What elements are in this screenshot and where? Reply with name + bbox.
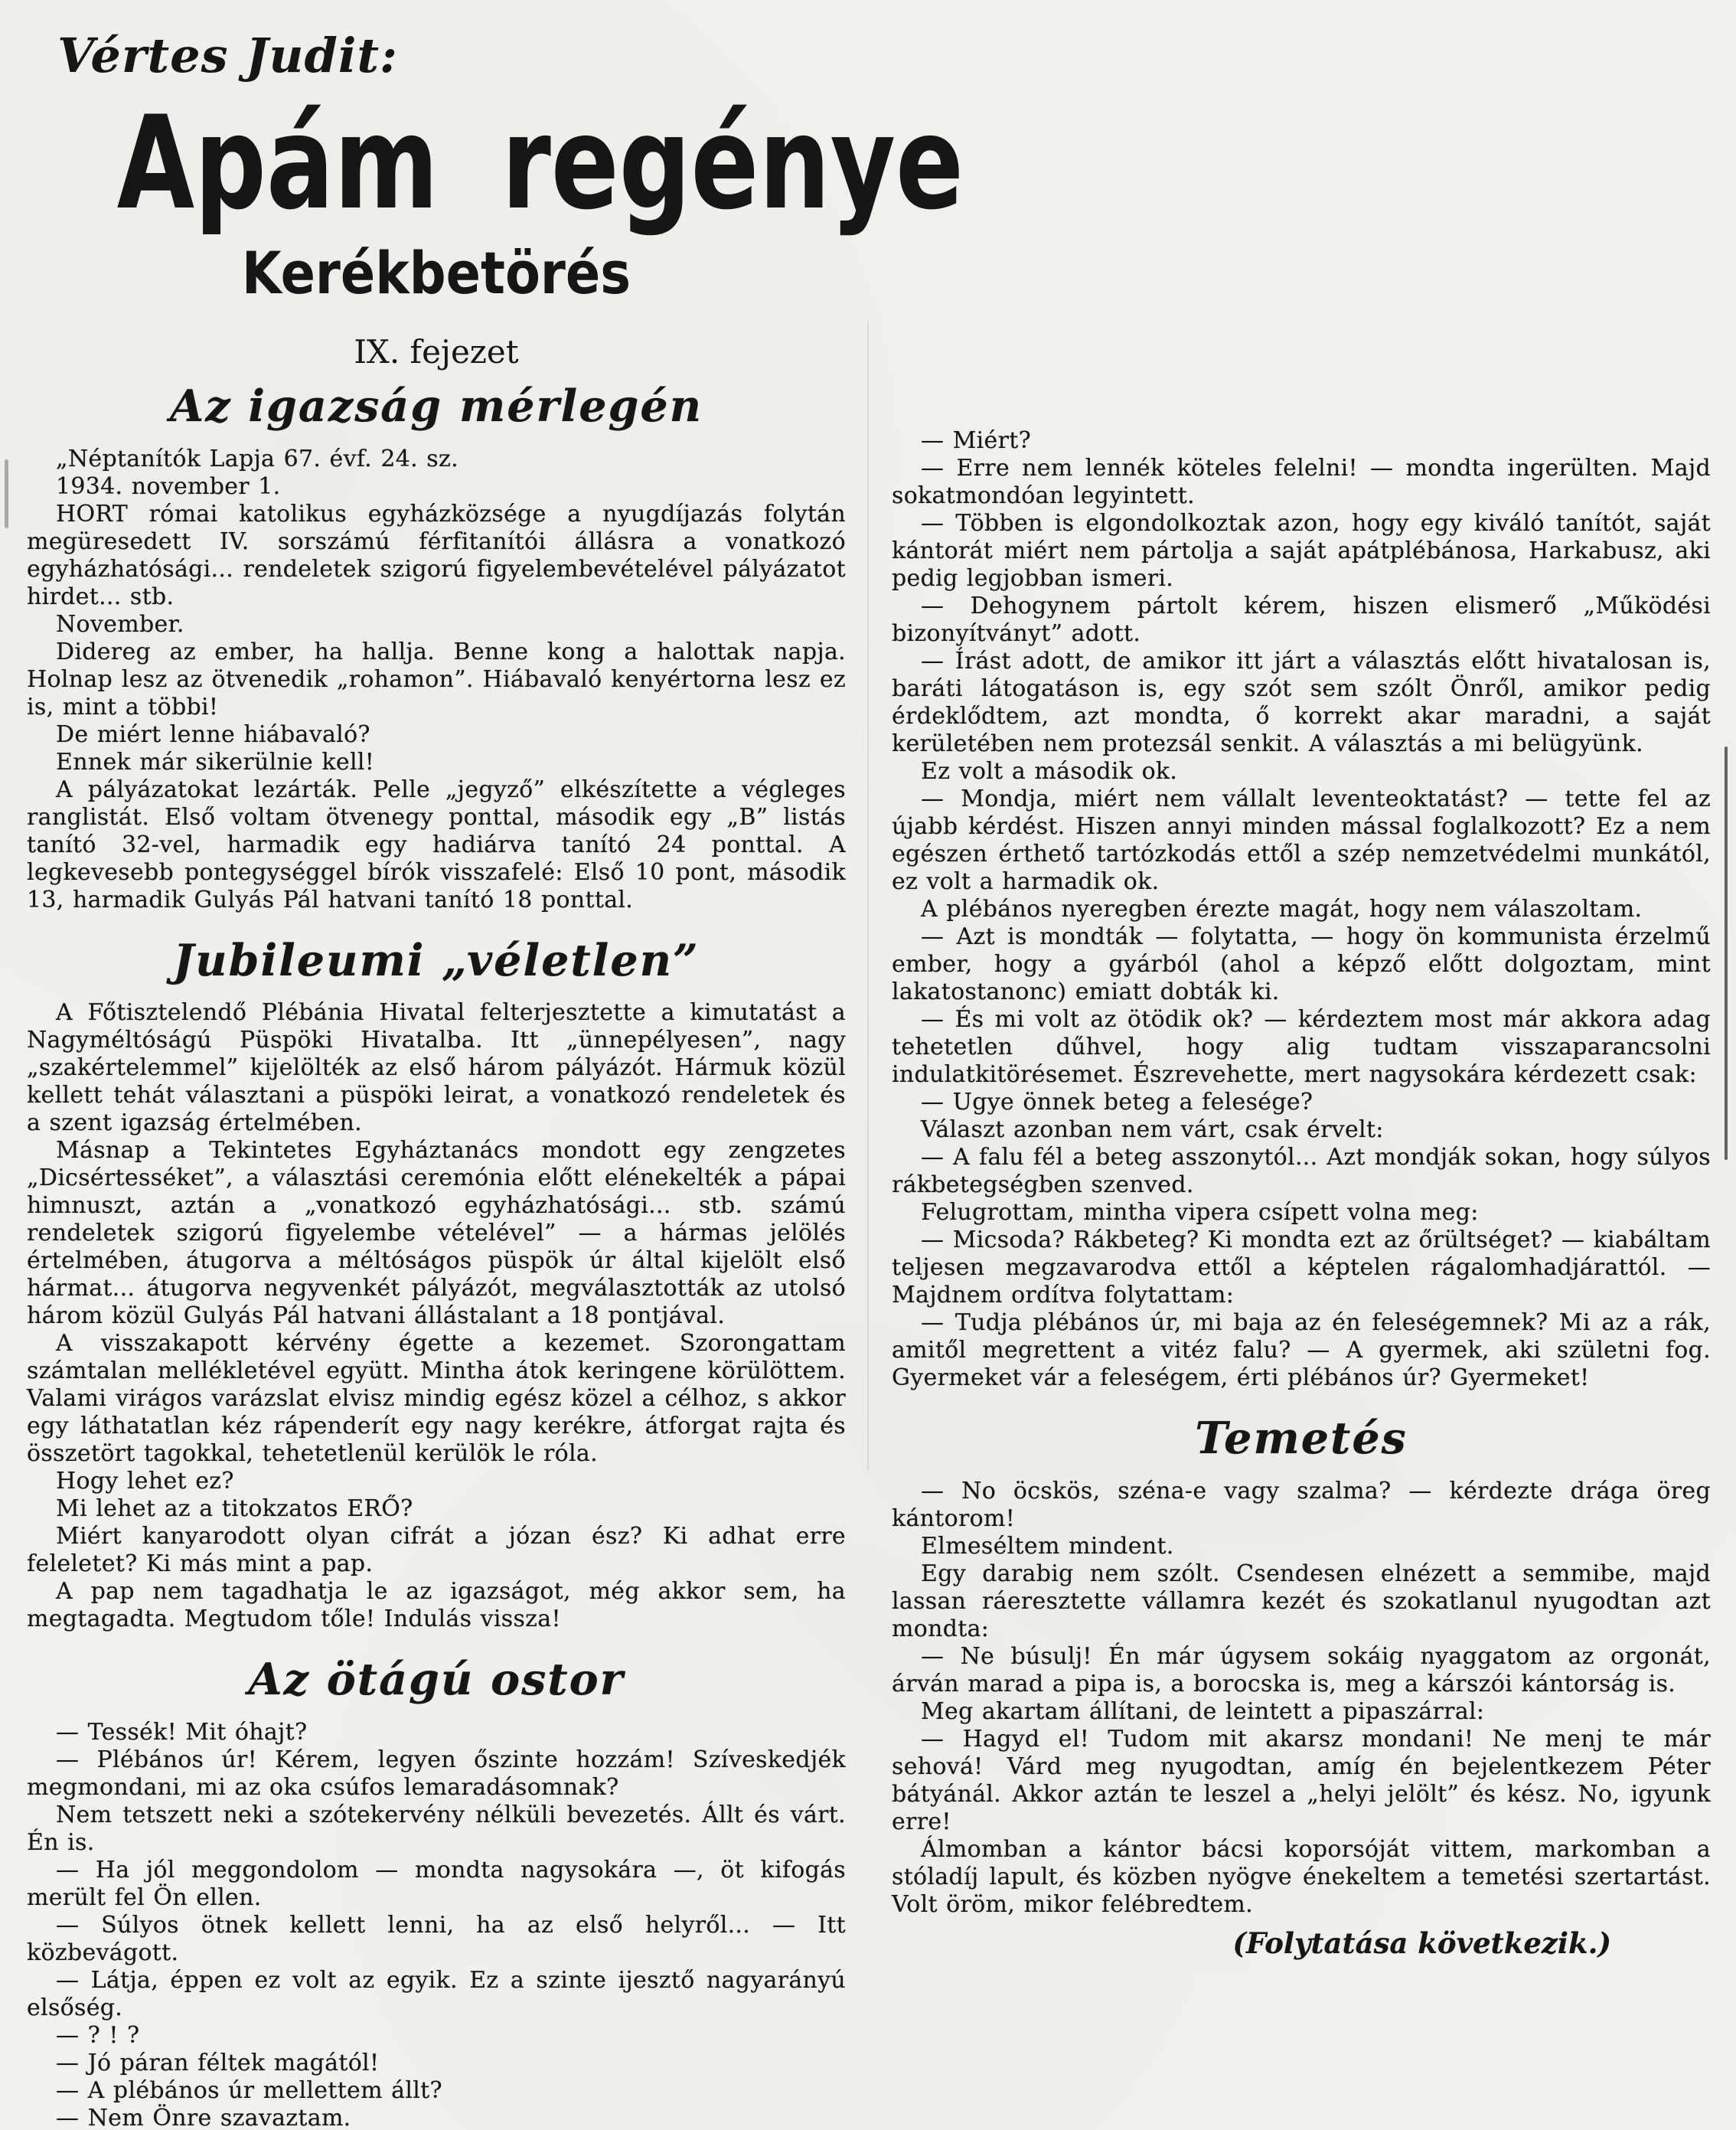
paragraph: — Miért? xyxy=(921,427,1031,454)
paragraph: — ? ! ? xyxy=(56,2021,140,2049)
paragraph: Másnap a Tekintetes Egyháztanács mondott egy zengzetes „Dicsértesséket”, a választási ceremónia előtt elénekelték a pápai himnuszt, aztán a „vonatkozó egyházhatósági... stb. számú rendeletek szigorú figyelembe vételével” — a hármas jelölés értelmében, átugorva a méltóságos püspök úr által kijelölt első hármat... átugorva negyvenkét pályázót, megválasztották az utolsó három közül Gulyás Pál hatvani állástalant a 18 pontjával. xyxy=(27,1137,846,1330)
paragraph: — Látja, éppen ez volt az egyik. Ez a szinte ijesztő nagyarányú elsőség. xyxy=(27,1966,846,2021)
paragraph: Hogy lehet ez? xyxy=(56,1468,234,1495)
paragraph: A Főtisztelendő Plébánia Hivatal felterjesztette a kimutatást a Nagyméltóságú Püspöki Hivatalba. Itt „ünnepélyesen”, nagy „szakértelemmel” kijelölték az első három pályázót. Hármuk közül kellett tehát választani a püspöki leirat, a vonatkozó rendeletek és a szent igazság értelmében. xyxy=(27,999,846,1137)
article-subtitle: Kerékbetörés xyxy=(241,239,631,308)
paragraph: Meg akartam állítani, de leintett a pipaszárral: xyxy=(921,1697,1485,1725)
paragraph: — No öcskös, széna-e vagy szalma? — kérdezte drága öreg kántorom! xyxy=(892,1477,1711,1532)
right-column-body xyxy=(892,20,1711,1960)
paragraph: — Ne búsulj! Én már úgysem sokáig nyaggatom az orgonát, árván marad a pipa is, a borocska is, meg a kárszói kántorság is. xyxy=(892,1642,1711,1697)
paragraph: — Súlyos ötnek kellett lenni, ha az első helyről... — Itt közbevágott. xyxy=(27,1911,846,1966)
paragraph: — Ugye önnek beteg a felesége? xyxy=(921,1089,1313,1116)
paragraph: A plébános nyeregben érezte magát, hogy nem válaszoltam. xyxy=(921,896,1643,923)
section-heading: Temetés xyxy=(1195,1413,1408,1464)
paragraph: — Azt is mondták — folytatta, — hogy ön kommunista érzelmű ember, hogy a gyárból (ahol a képző előtt dolgoztam, mint lakatostanonc) emiatt dobták ki. xyxy=(892,923,1711,1005)
column-divider-line xyxy=(867,322,869,1470)
paragraph: Ennek már sikerülnie kell! xyxy=(56,748,375,776)
paragraph: — Dehogynem pártolt kérem, hiszen elismerő „Működési bizonyítványt” adott. xyxy=(892,593,1711,647)
paragraph: — Plébános úr! Kérem, legyen őszinte hozzám! Szíveskedjék megmondani, mi az oka csúfos lemaradásomnak? xyxy=(27,1746,846,1801)
paragraph: — Többen is elgondolkoztak azon, hogy egy kiváló tanítót, saját kántorát miért nem pártolja a saját apátplébánosa, Harkabusz, aki pedig legjobban ismeri. xyxy=(892,510,1711,592)
paragraph: A pályázatokat lezárták. Pelle „jegyző” elkészítette a végleges ranglistát. Első voltam ötvenegy ponttal, második egy „B” listás tanító 32-vel, harmadik egy hadiárva tanító 24 ponttal. A legkevesebb pontegységgel bírók visszafelé: Első 10 pont, második 13, harmadik Gulyás Pál hatvani tanító 18 ponttal. xyxy=(27,776,846,913)
paragraph: Álmomban a kántor bácsi koporsóját vittem, markomban a stóladíj lapult, és közben nyögve énekeltem a temetési szertartást. Volt öröm, mikor felébredtem. xyxy=(892,1835,1711,1918)
paragraph: Nem tetszett neki a szótekervény nélküli bevezetés. Állt és várt. Én is. xyxy=(27,1801,846,1856)
paragraph: Választ azonban nem várt, csak érvelt: xyxy=(921,1116,1384,1143)
paragraph: — Erre nem lennék köteles felelni! — mondta ingerülten. Majd sokatmondóan legyintett. xyxy=(892,455,1711,509)
article-header xyxy=(27,28,964,371)
paragraph: November. xyxy=(56,610,184,638)
left-column-body xyxy=(27,381,846,2130)
paragraph: — Hagyd el! Tudom mit akarsz mondani! Ne menj te már sehová! Várd meg nyugodtan, amíg én bejelentkezem Péter bátyánál. Akkor aztán te leszel a „helyi jelölt” és kész. No, igyunk erre! xyxy=(892,1725,1711,1835)
paragraph: — Mondja, miért nem vállalt leventeoktatást? — tette fel az újabb kérdést. Hiszen annyi minden mással foglalkozott? Ez a nem egészen érthető tartózkodás ettől a szép nemzetvédelmi munkától, ez volt a harmadik ok. xyxy=(892,786,1711,895)
paragraph: — A falu fél a beteg asszonytól... Azt mondják sokan, hogy súlyos rákbetegségben szenved. xyxy=(892,1144,1711,1198)
article-columns xyxy=(27,20,1711,2130)
section-heading: Az igazság mérlegén xyxy=(169,380,703,432)
left-column xyxy=(27,20,964,2130)
paragraph: Miért kanyarodott olyan cifrát a józan ész? Ki adhat erre feleletet? Ki más mint a pap. xyxy=(27,1523,846,1578)
paragraph: HORT római katolikus egyházközsége a nyugdíjazás folytán megüresedett IV. sorszámú férfitanítói állásra a vonatkozó egyházhatósági... rendeletek szigorú figyelembevételével pályázatot hirdet... stb. xyxy=(27,500,846,610)
paragraph: — Ha jól meggondolom — mondta nagysokára —, öt kifogás merült fel Ön ellen. xyxy=(27,1856,846,1911)
paragraph: Felugrottam, mintha vipera csípett volna meg: xyxy=(921,1199,1479,1226)
paragraph: Elmeséltem mindent. xyxy=(921,1532,1174,1560)
paragraph: — Micsoda? Rákbeteg? Ki mondta ezt az őrültséget? — kiabáltam teljesen megzavarodva ettől a képtelen rágalomhadjárattól. — Majdnem ordítva folytattam: xyxy=(892,1227,1711,1308)
scan-artifact-speck xyxy=(5,459,8,528)
paragraph: Didereg az ember, ha hallja. Benne kong a halottak napja. Holnap lesz az ötvenedik „rohamon”. Hiábavaló kenyértorna lesz ez is, mint a többi! xyxy=(27,638,846,720)
section-heading: Az ötágú ostor xyxy=(248,1654,625,1706)
paragraph: — És mi volt az ötödik ok? — kérdeztem most már akkora adag tehetetlen dűhvel, hogy alig tudtam visszaparancsolni indulatkitörésemet. Észrevehette, mert nagysokára kérdezett csak: xyxy=(892,1006,1711,1088)
paragraph: A visszakapott kérvény égette a kezemet. Szorongattam számtalan mellékletével együtt. Mintha átok keringene körülöttem. Valami virágos varázslat elvisz mindig egész közel a célhoz, s akkor egy láthatatlan kéz rápenderít egy nagy kerékre, átforgat rajta és összetört tagokkal, tehetetlenül kerülök le róla. xyxy=(27,1330,846,1468)
paragraph: — Nem Önre szavaztam. xyxy=(56,2104,351,2130)
paragraph: — Írást adott, de amikor itt járt a választás előtt hivatalosan is, baráti látogatáson is, egy szót sem szólt Önről, amikor pedig érdeklődtem, azt mondta, ő korrekt akar maradni, a saját kerületében nem protezsál senkit. A választás a mi belügyünk. xyxy=(892,648,1711,757)
paragraph: Mi lehet az a titokzatos ERŐ? xyxy=(56,1495,413,1523)
paragraph: Egy darabig nem szólt. Csendesen elnézett a semmibe, majd lassan ráeresztette vállamra kezét és szokatlanul nyugodtan azt mondta: xyxy=(892,1560,1711,1642)
paragraph: — Jó páran féltek magától! xyxy=(56,2049,380,2076)
paragraph: — A plébános úr mellettem állt? xyxy=(56,2076,442,2104)
paragraph: — Tudja plébános úr, mi baja az én feleségemnek? Mi az a rák, amitől megrettent a vitéz falu? — A gyermek, aki születni fog. Gyermeket vár a feleségem, érti plébános úr? Gyermeket! xyxy=(892,1309,1711,1391)
paragraph: 1934. november 1. xyxy=(56,472,281,500)
article-title: Apám regénye xyxy=(116,88,964,238)
paragraph: — Tessék! Mit óhajt? xyxy=(56,1718,308,1746)
paragraph: Ez volt a második ok. xyxy=(921,758,1178,785)
paragraph: „Néptanítók Lapja 67. évf. 24. sz. xyxy=(56,445,458,472)
paragraph: De miért lenne hiábavaló? xyxy=(56,720,370,748)
author-byline: Vértes Judit: xyxy=(57,28,398,83)
scan-artifact-line xyxy=(1725,746,1728,1160)
chapter-label: IX. fejezet xyxy=(354,332,519,371)
section-heading: Jubileumi „véletlen” xyxy=(173,934,700,986)
paragraph: A pap nem tagadhatja le az igazságot, még akkor sem, ha megtagadta. Megtudom tőle! Indulás vissza! xyxy=(27,1578,846,1633)
right-column xyxy=(892,20,1711,1960)
continuation-note: (Folytatása következik.) xyxy=(1232,1926,1611,1960)
